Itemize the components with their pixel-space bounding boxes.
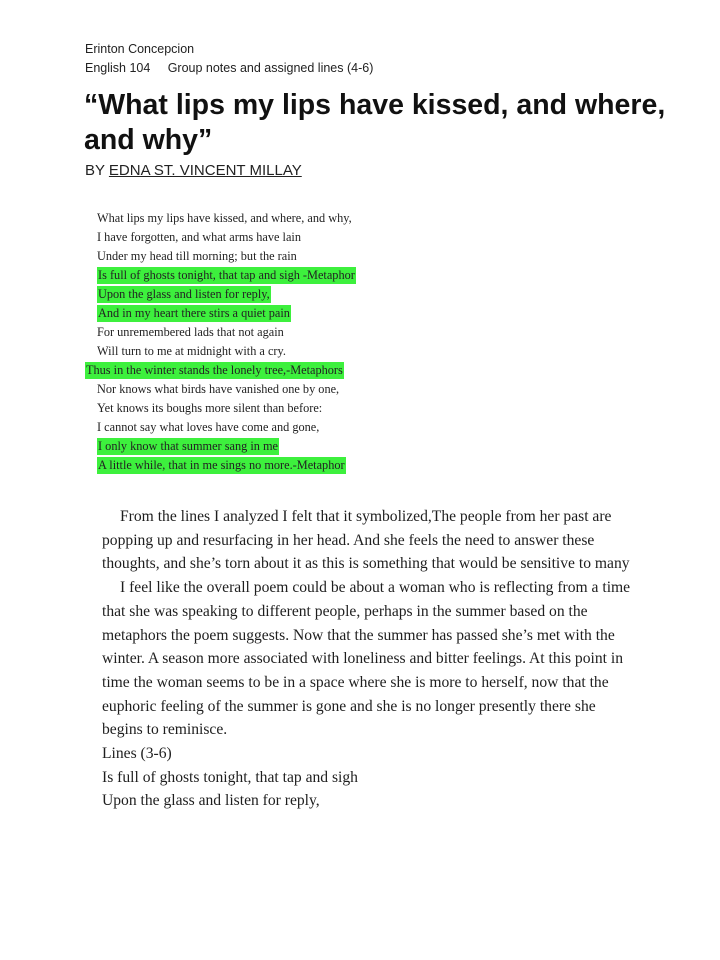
poem-line: Under my head till morning; but the rain xyxy=(97,249,297,263)
analysis-paragraph: From the lines I analyzed I felt that it symbolized,The people from her past are popping up and resurfacing in her head. And she feels the need to answer these thoughts, and she’s torn about it as this is something that would be sensitive to many xyxy=(102,508,630,573)
lines-label: Lines (3-6) xyxy=(102,745,172,763)
poem-line: Nor knows what birds have vanished one by one, xyxy=(97,382,340,396)
poem-title: “What lips my lips have kissed, and where, and why” xyxy=(84,89,666,156)
poem-line-highlighted: I only know that summer sang in me xyxy=(98,439,278,453)
poem-line: Will turn to me at midnight with a cry. xyxy=(97,344,286,358)
quoted-line: Is full of ghosts tonight, that tap and sigh xyxy=(102,768,358,786)
poem-line: I cannot say what loves have come and gone, xyxy=(97,420,320,434)
quoted-line: Upon the glass and listen for reply, xyxy=(102,792,320,810)
poet-name: EDNA ST. VINCENT MILLAY xyxy=(108,162,302,179)
byline xyxy=(85,162,302,179)
analysis-text xyxy=(102,505,632,813)
poem-line-highlighted: Thus in the winter stands the lonely tree,-Metaphors xyxy=(86,363,343,377)
poem-line-highlighted: Is full of ghosts tonight, that tap and sigh -Metaphor xyxy=(98,268,355,282)
course-info: English 104 Group notes and assigned lines (4-6) xyxy=(85,61,374,75)
analysis-paragraph: I feel like the overall poem could be about a woman who is reflecting from a time that she was speaking to different people, perhaps in the summer based on the metaphors the poem suggests. Now that the summer has passed she’s met with the winter. A season more associated with loneliness and bitter feelings. At this point in time the woman seems to be in a space where she is more to herself, now that the euphoric feeling of the summer is gone and she is no longer presently there she begins to reminisce. xyxy=(102,579,631,739)
poem-line: Yet knows its boughs more silent than before: xyxy=(97,401,323,415)
poem-line-highlighted: And in my heart there stirs a quiet pain xyxy=(98,306,290,320)
poem-line-highlighted: A little while, that in me sings no more.-Metaphor xyxy=(98,458,345,472)
byline-prefix: BY xyxy=(85,162,109,179)
poem-line: For unremembered lads that not again xyxy=(97,325,284,339)
student-name: Erinton Concepcion xyxy=(85,42,195,56)
poem-line: What lips my lips have kissed, and where, and why, xyxy=(97,211,352,225)
poem-line: I have forgotten, and what arms have lain xyxy=(97,230,301,244)
poem-line-highlighted: Upon the glass and listen for reply, xyxy=(98,287,270,301)
